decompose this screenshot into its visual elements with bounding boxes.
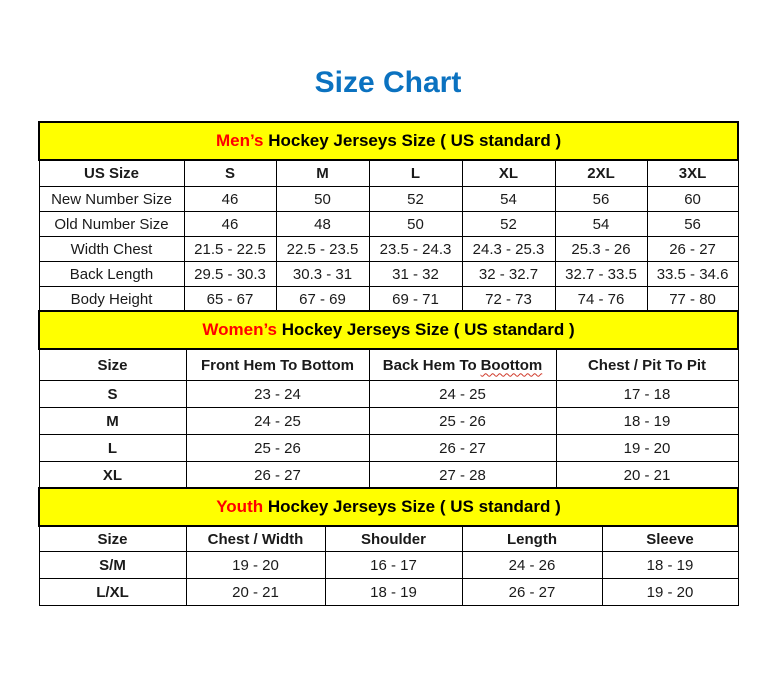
cell: 33.5 - 34.6 [647,262,738,287]
row-label: New Number Size [39,187,184,212]
cell: 31 - 32 [369,262,462,287]
youth-band-highlight: Youth [216,497,264,516]
cell: 46 [184,212,276,237]
cell: 52 [369,187,462,212]
cell: 21.5 - 22.5 [184,237,276,262]
table-row [39,262,738,287]
row-label: Back Length [39,262,184,287]
cell: 16 - 17 [325,552,462,579]
cell: 20 - 21 [186,579,325,606]
page-title: Size Chart [314,66,462,99]
table-row [39,187,738,212]
cell: 24 - 25 [369,381,556,408]
cell: 74 - 76 [555,287,647,312]
cell: 60 [647,187,738,212]
cell: 77 - 80 [647,287,738,312]
cell: 25.3 - 26 [555,237,647,262]
table-row [39,552,738,579]
size-chart-tables [38,121,737,606]
cell: 54 [462,187,555,212]
cell: 48 [276,212,369,237]
cell: 54 [555,212,647,237]
row-label: Width Chest [39,237,184,262]
cell: 20 - 21 [556,462,738,489]
cell: 27 - 28 [369,462,556,489]
womens-section-band [39,311,738,349]
column-header-back-hem [369,349,556,381]
column-header: 2XL [555,160,647,187]
cell: 72 - 73 [462,287,555,312]
mens-section-header [39,122,738,160]
cell: 26 - 27 [186,462,369,489]
womens-column-header-row [39,349,738,381]
cell: 23.5 - 24.3 [369,237,462,262]
table-row [39,212,738,237]
cell: 50 [276,187,369,212]
column-header: Front Hem To Bottom [186,349,369,381]
cell: 25 - 26 [369,408,556,435]
column-header: 3XL [647,160,738,187]
column-header: Chest / Width [186,526,325,552]
row-label: L [39,435,186,462]
cell: 52 [462,212,555,237]
column-header: XL [462,160,555,187]
youth-band-rest: Hockey Jerseys Size ( US standard ) [263,497,561,516]
youth-column-header-row [39,526,738,552]
cell: 56 [555,187,647,212]
cell: 67 - 69 [276,287,369,312]
cell: 22.5 - 23.5 [276,237,369,262]
row-label: Old Number Size [39,212,184,237]
cell: 19 - 20 [556,435,738,462]
womens-band-highlight: Women’s [202,320,277,339]
cell: 19 - 20 [602,579,738,606]
column-header: Size [39,526,186,552]
cell: 24 - 25 [186,408,369,435]
cell: 32 - 32.7 [462,262,555,287]
table-row [39,237,738,262]
row-label: M [39,408,186,435]
column-header: S [184,160,276,187]
cell: 32.7 - 33.5 [555,262,647,287]
cell: 23 - 24 [186,381,369,408]
cell: 26 - 27 [647,237,738,262]
cell: 26 - 27 [462,579,602,606]
column-header: Shoulder [325,526,462,552]
cell: 50 [369,212,462,237]
table-row [39,462,738,489]
cell: 18 - 19 [556,408,738,435]
mens-band-rest: Hockey Jerseys Size ( US standard ) [263,131,562,150]
column-header: Chest / Pit To Pit [556,349,738,381]
table-row [39,435,738,462]
cell: 26 - 27 [369,435,556,462]
back-hem-misspelled-word: Boottom [480,356,543,374]
youth-section-band [39,488,738,526]
cell: 30.3 - 31 [276,262,369,287]
row-label: S [39,381,186,408]
column-header: L [369,160,462,187]
back-hem-prefix: Back Hem To [382,356,477,374]
cell: 18 - 19 [325,579,462,606]
row-label: XL [39,462,186,489]
table-row [39,381,738,408]
cell: 24.3 - 25.3 [462,237,555,262]
mens-column-header-row [39,160,738,187]
cell: 29.5 - 30.3 [184,262,276,287]
column-header: US Size [39,160,184,187]
cell: 19 - 20 [186,552,325,579]
cell: 69 - 71 [369,287,462,312]
cell: 56 [647,212,738,237]
column-header: Size [39,349,186,381]
row-label: L/XL [39,579,186,606]
mens-band-highlight: Men’s [215,131,264,150]
row-label: S/M [39,552,186,579]
cell: 65 - 67 [184,287,276,312]
column-header: M [276,160,369,187]
womens-band-rest: Hockey Jerseys Size ( US standard ) [277,320,575,339]
table-row [39,408,738,435]
column-header: Length [462,526,602,552]
column-header: Sleeve [602,526,738,552]
cell: 25 - 26 [186,435,369,462]
table-row [39,287,738,312]
table-row [39,579,738,606]
mens-size-table [38,121,739,312]
row-label: Body Height [39,287,184,312]
cell: 46 [184,187,276,212]
womens-size-table [38,310,739,489]
youth-section-header [39,488,738,526]
youth-size-table [38,487,739,606]
cell: 17 - 18 [556,381,738,408]
cell: 24 - 26 [462,552,602,579]
cell: 18 - 19 [602,552,738,579]
womens-section-header [39,311,738,349]
mens-section-band [39,122,738,160]
